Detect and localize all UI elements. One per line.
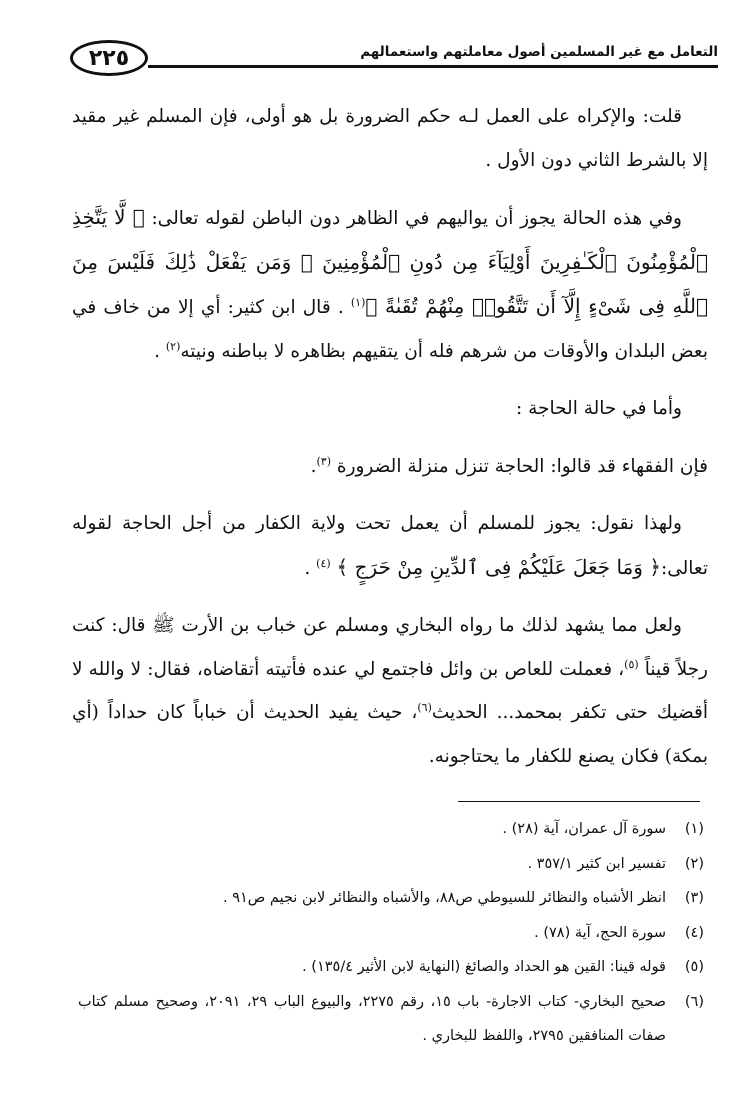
footnote-ref-2: (٢) xyxy=(165,339,181,353)
footnote-number: (٥) xyxy=(684,959,704,975)
paragraph-4-text: فإن الفقهاء قد قالوا: الحاجة تنزل منزلة الضرورة xyxy=(336,455,708,477)
footnote-number: (٦) xyxy=(684,993,704,1010)
paragraph-6-a: ولعل مما يشهد لذلك ما رواه البخاري ومسلم عن خباب بن الأرت ﷺ قال: كنت رجلاً قيناً xyxy=(72,615,708,680)
paragraph-2-rest: . قال ابن كثير: أي إلا من خاف في بعض البلدان والأوقات من شرهم فله أن يتقيهم بظاهره لا بباطنه ونيته xyxy=(72,297,708,362)
footnote xyxy=(78,916,704,951)
footnote-ref-4: (٤) xyxy=(316,556,331,570)
footnote xyxy=(78,881,704,916)
quran-verse-1: ﴿ لَّا يَتَّخِذِ ٱلْمُؤْمِنُونَ ٱلْكَـٰفِرِينَ أَوْلِيَآءَ مِن دُونِ ٱلْمُؤْمِنِينَ ۖ وَمَن يَفْعَلْ ذَٰلِكَ فَلَيْسَ مِنَ ٱللَّهِ فِى شَىْءٍ إِلَّآ أَن تَتَّقُوا۟ مِنْهُمْ تُقَىٰةً ﴾ xyxy=(72,205,708,318)
header-rule xyxy=(148,65,718,68)
footnote-ref-5: (٥) xyxy=(624,657,639,671)
footnote-ref-1: (١) xyxy=(350,295,366,309)
main-text xyxy=(72,95,708,792)
paragraph-2-intro: وفي هذه الحالة يجوز أن يواليهم في الظاهر دون الباطن لقوله تعالى: xyxy=(151,208,682,229)
paragraph-4-end: . xyxy=(310,455,317,477)
footnote-text: انظر الأشباه والنظائر للسيوطي ص٨٨، والأشباه والنظائر لابن نجيم ص٩١ . xyxy=(222,890,666,906)
paragraph-1: قلت: والإكراه على العمل لـه حكم الضرورة بل هو أولى، فإن المسلم غير مقيد إلا بالشرط الثاني دون الأول . xyxy=(72,106,708,171)
footnote-text: سورة الحج، آية (٧٨) . xyxy=(534,924,666,941)
footnote xyxy=(78,950,704,985)
paragraph-2 xyxy=(72,196,708,373)
running-title: التعامل مع غير المسلمين أصول معاملتهم واستعمالهم xyxy=(360,44,718,60)
paragraph-6-b: ، فعملت للعاص بن وائل فاجتمع لي عنده فأتيته أتقاضاه، فقال: لا والله لا أقضيك حتى تكفر بمحمد... الحديث xyxy=(72,658,708,723)
footnote-number: (٢) xyxy=(684,855,704,872)
footnote xyxy=(78,847,704,882)
footnotes xyxy=(78,812,704,1054)
paragraph-6-c: ، حيث يفيد الحديث أن خباباً كان حداداً (أي بمكة) فكان يصنع للكفار ما يحتاجونه. xyxy=(72,702,708,767)
page-number: ٢٢٥ xyxy=(70,40,148,76)
page-header xyxy=(70,38,718,78)
footnote-text: تفسير ابن كثير ٣٥٧/١ . xyxy=(527,855,666,872)
footnote-separator xyxy=(458,801,700,802)
paragraph-2-end: . xyxy=(154,340,166,362)
paragraph-5-end: . xyxy=(304,557,317,579)
paragraph-5-intro: ولهذا نقول: يجوز للمسلم أن يعمل تحت ولاية الكفار من أجل الحاجة لقوله تعالى: xyxy=(72,513,708,579)
paragraph-5 xyxy=(72,502,708,590)
footnote-text: سورة آل عمران، آية (٢٨) . xyxy=(502,821,666,837)
paragraph-3: وأما في حالة الحاجة : xyxy=(516,398,682,419)
footnote-number: (٤) xyxy=(684,924,704,941)
footnote-ref-3: (٣) xyxy=(316,454,331,468)
paragraph-6 xyxy=(72,604,708,778)
footnote-number: (٣) xyxy=(684,890,704,906)
footnote-number: (١) xyxy=(684,821,704,837)
footnote-ref-6: (٦) xyxy=(417,700,432,714)
paragraph-4 xyxy=(72,445,708,489)
quran-verse-2: ﴿ وَمَا جَعَلَ عَلَيْكُمْ فِى ٱلدِّينِ مِنْ حَرَجٍ ﴾ xyxy=(336,554,661,579)
footnote xyxy=(78,985,704,1054)
footnote-text: قوله قينا: القين هو الحداد والصائغ (النهاية لابن الأثير ١٣٥/٤) . xyxy=(302,959,666,975)
footnote-text: صحيح البخاري- كتاب الاجارة- باب ١٥، رقم ٢٢٧٥، والبيوع الباب ٢٩، ٢٠٩١، وصحيح مسلم كتاب صفات المنافقين ٢٧٩٥، واللفظ للبخاري . xyxy=(78,993,666,1044)
footnote xyxy=(78,812,704,847)
